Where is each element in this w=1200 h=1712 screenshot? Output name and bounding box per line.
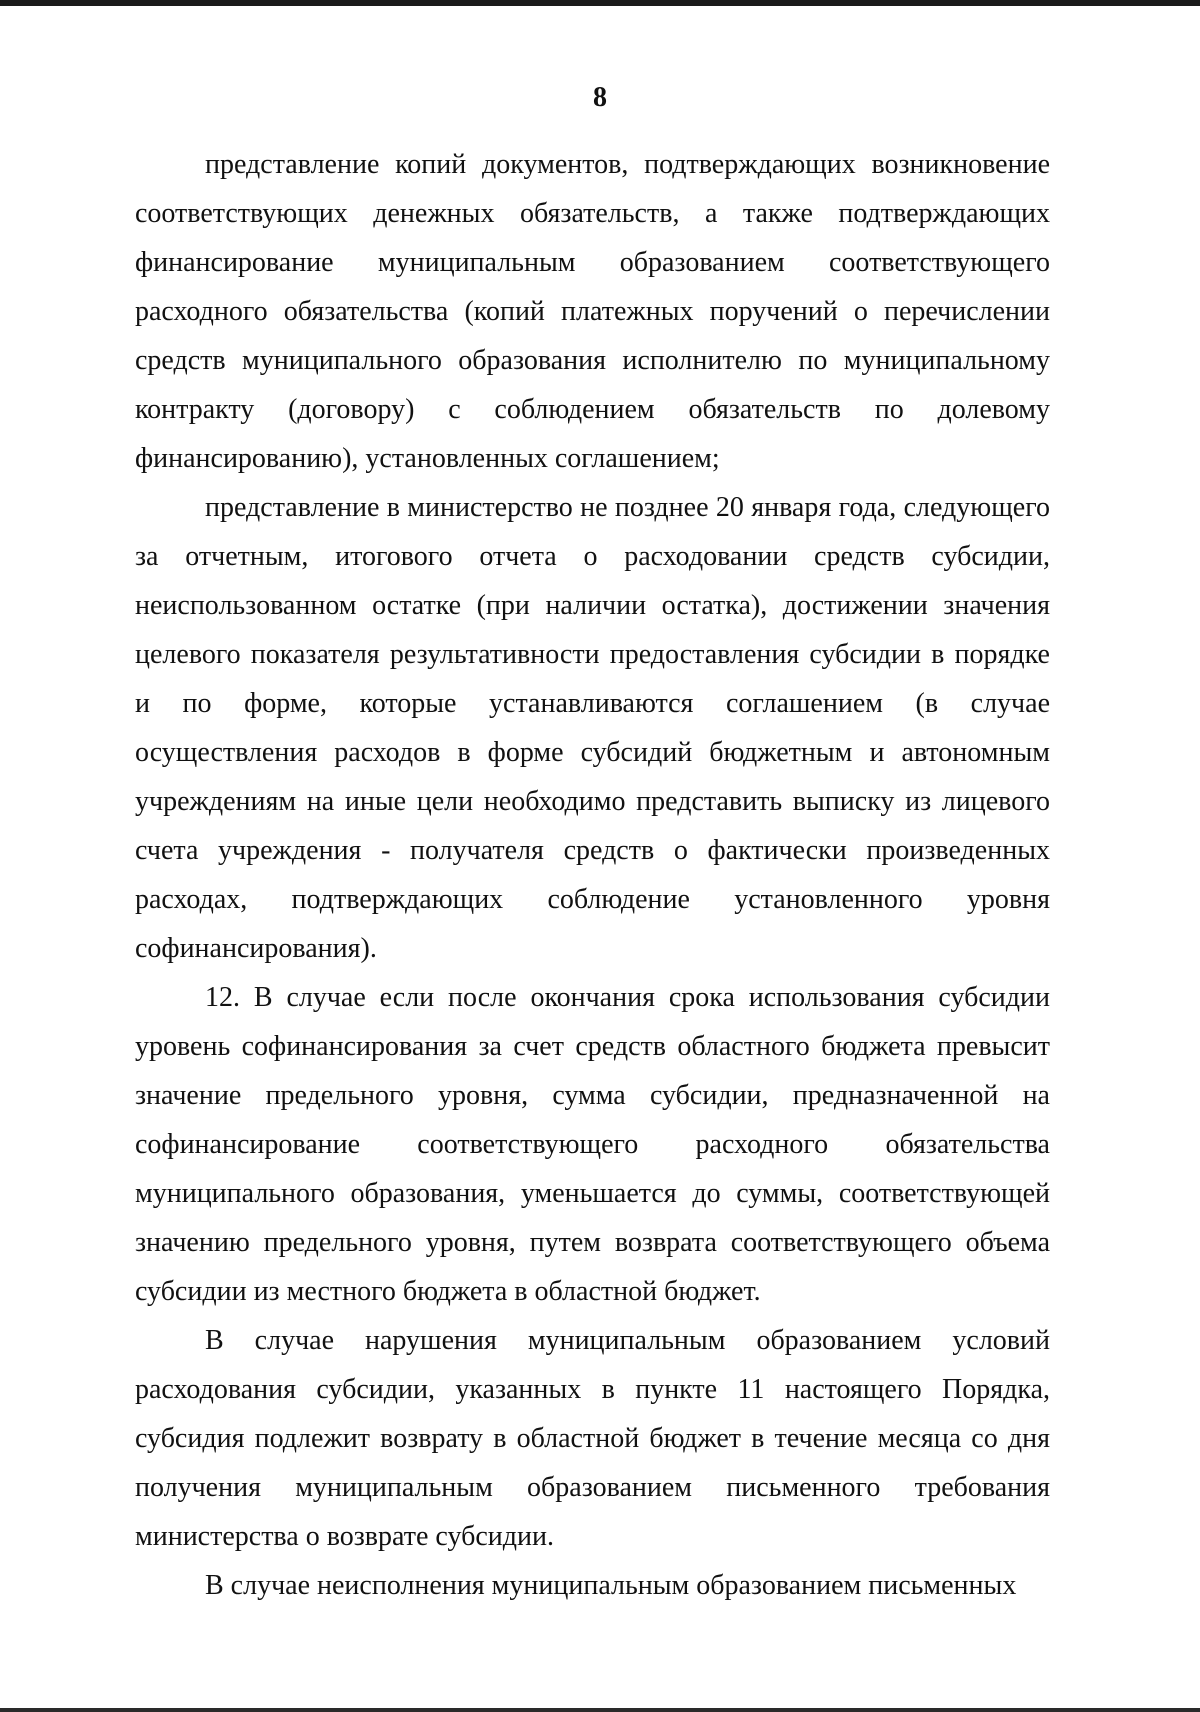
scan-edge-top [0, 0, 1200, 6]
page-number: 8 [593, 82, 607, 113]
paragraph-copies-of-documents: представление копий документов, подтверждающих возникновение соответствующих денежных обязательств, а также подтверждающих финансирование муниципальным образованием соответствующего расходного обязательства (копий платежных поручений о перечислении средств муниципального образования исполнителю по муниципальному контракту (договору) с соблюдением обязательств по долевому финансированию), установленных соглашением; [135, 149, 1050, 474]
paragraph-final-report: представление в министерство не позднее 20 января года, следующего за отчетным, итогового отчета о расходовании средств субсидии, неиспользованном остатке (при наличии остатка), достижении значения целевого показателя результативности предоставления субсидии в порядке и по форме, которые устанавливаются соглашением (в случае осуществления расходов в форме субсидий бюджетным и автономным учреждениям на иные цели необходимо представить выписку из лицевого счета учреждения - получателя средств о фактически произведенных расходах, подтверждающих соблюдение установленного уровня софинансирования). [135, 492, 1050, 964]
scan-edge-bottom [0, 1708, 1200, 1712]
document-body [135, 140, 1050, 1610]
paragraph-non-fulfillment: В случае неисполнения муниципальным образованием письменных [205, 1570, 1017, 1601]
paragraph-violation-return: В случае нарушения муниципальным образованием условий расходования субсидии, указанных в пункте 11 настоящего Порядка, субсидия подлежит возврату в областной бюджет в течение месяца со дня получения муниципальным образованием письменного требования министерства о возврате субсидии. [135, 1325, 1050, 1552]
paragraph-item-12: 12. В случае если после окончания срока использования субсидии уровень софинансирования за счет средств областного бюджета превысит значение предельного уровня, сумма субсидии, предназначенной на софинансирование соответствующего расходного обязательства муниципального образования, уменьшается до суммы, соответствующей значению предельного уровня, путем возврата соответствующего объема субсидии из местного бюджета в областной бюджет. [135, 982, 1050, 1307]
